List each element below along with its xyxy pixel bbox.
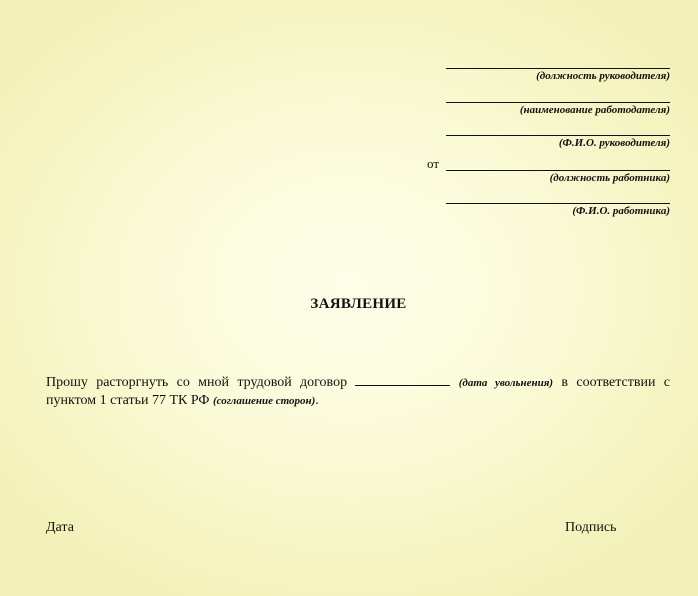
employee-position-field [446,170,670,185]
manager-position-caption: (должность руководителя) [536,70,670,82]
employee-position-line [446,170,670,171]
signature-label: Подпись [565,520,617,535]
manager-position-field [446,68,670,83]
from-label: от [427,156,440,171]
employee-name-caption: (Ф.И.О. работника) [572,205,670,217]
employer-name-caption: (наименование работодателя) [519,104,670,116]
reason-hint: (соглашение сторон) [212,395,316,407]
body-text-part2: в соответствии с пунктом 1 статьи 77 ТК РФ [46,375,671,408]
body-text-part1: Прошу расторгнуть со мной трудовой договор [46,375,348,390]
dismissal-date-hint: (дата увольнения) [458,377,554,389]
employee-position-caption: (должность работника) [549,172,670,184]
document-title: ЗАЯВЛЕНИЕ [310,296,407,312]
employer-name-line [446,102,670,103]
manager-name-caption: (Ф.И.О. руководителя) [558,137,670,149]
manager-name-line [446,135,670,136]
employee-name-field [446,203,670,218]
date-label: Дата [46,520,74,535]
application-body [46,373,670,410]
manager-position-line [446,68,670,69]
manager-name-field [446,135,670,150]
employee-name-line [446,203,670,204]
dismissal-date-blank [355,373,450,386]
employer-name-field [446,102,670,117]
body-period: . [315,393,319,408]
